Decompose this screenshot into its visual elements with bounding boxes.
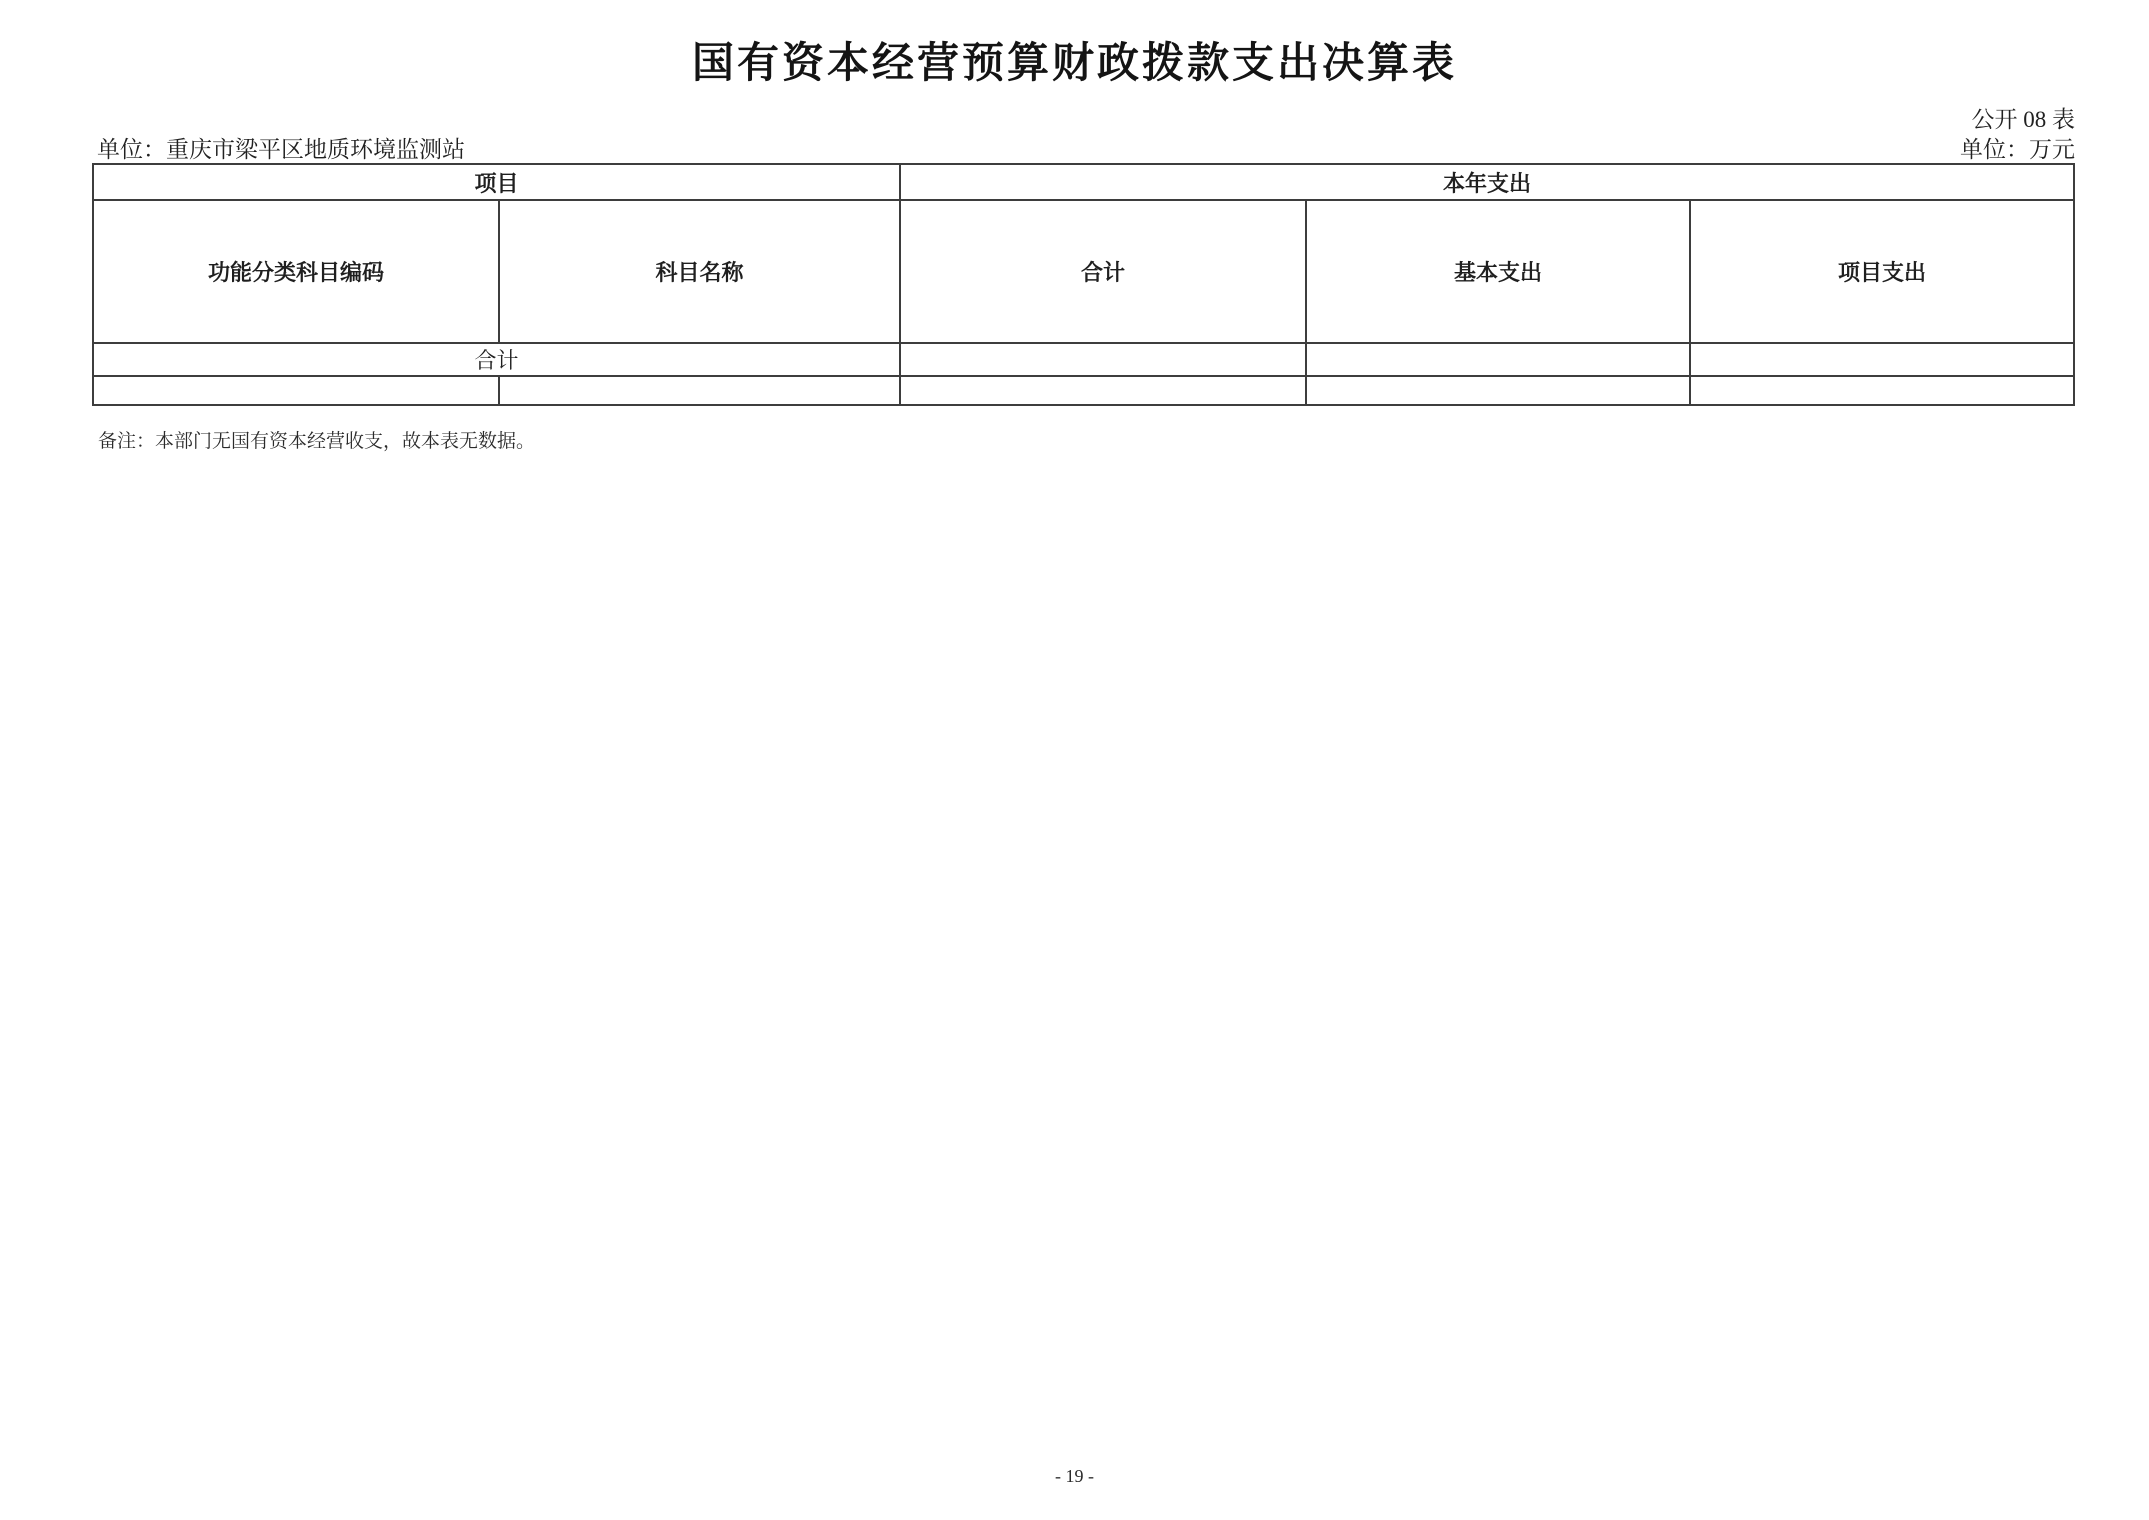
currency-unit-label: 单位：万元: [1960, 137, 2075, 162]
group-header-current-year-expenditure: 本年支出: [900, 164, 2074, 200]
total-row: [93, 343, 2074, 376]
column-header-row: [93, 200, 2074, 343]
total-row-value-project: [1690, 343, 2074, 376]
total-row-value-total: [900, 343, 1306, 376]
page-title: 国有资本经营预算财政拨款支出决算表: [691, 41, 1457, 87]
org-unit-label: 单位：重庆市梁平区地质环境监测站: [97, 137, 465, 162]
page-number: - 19 -: [1055, 1466, 1094, 1486]
group-header-row: [93, 164, 2074, 200]
group-header-project: 项目: [93, 164, 900, 200]
col-header-basic-expenditure: 基本支出: [1306, 200, 1690, 343]
table-number-label: 公开 08 表: [1971, 107, 2075, 132]
empty-data-row: [93, 376, 2074, 405]
empty-cell-basic: [1306, 376, 1690, 405]
col-header-total: 合计: [900, 200, 1306, 343]
note-text: 备注：本部门无国有资本经营收支，故本表无数据。: [98, 431, 536, 452]
total-row-value-basic: [1306, 343, 1690, 376]
total-row-label: 合计: [93, 343, 900, 376]
empty-cell-subject-name: [499, 376, 900, 405]
empty-cell-function-code: [93, 376, 499, 405]
col-header-project-expenditure: 项目支出: [1690, 200, 2074, 343]
col-header-subject-name: 科目名称: [499, 200, 900, 343]
empty-cell-total: [900, 376, 1306, 405]
expenditure-table: [92, 163, 2075, 406]
col-header-function-code: 功能分类科目编码: [93, 200, 499, 343]
empty-cell-project: [1690, 376, 2074, 405]
